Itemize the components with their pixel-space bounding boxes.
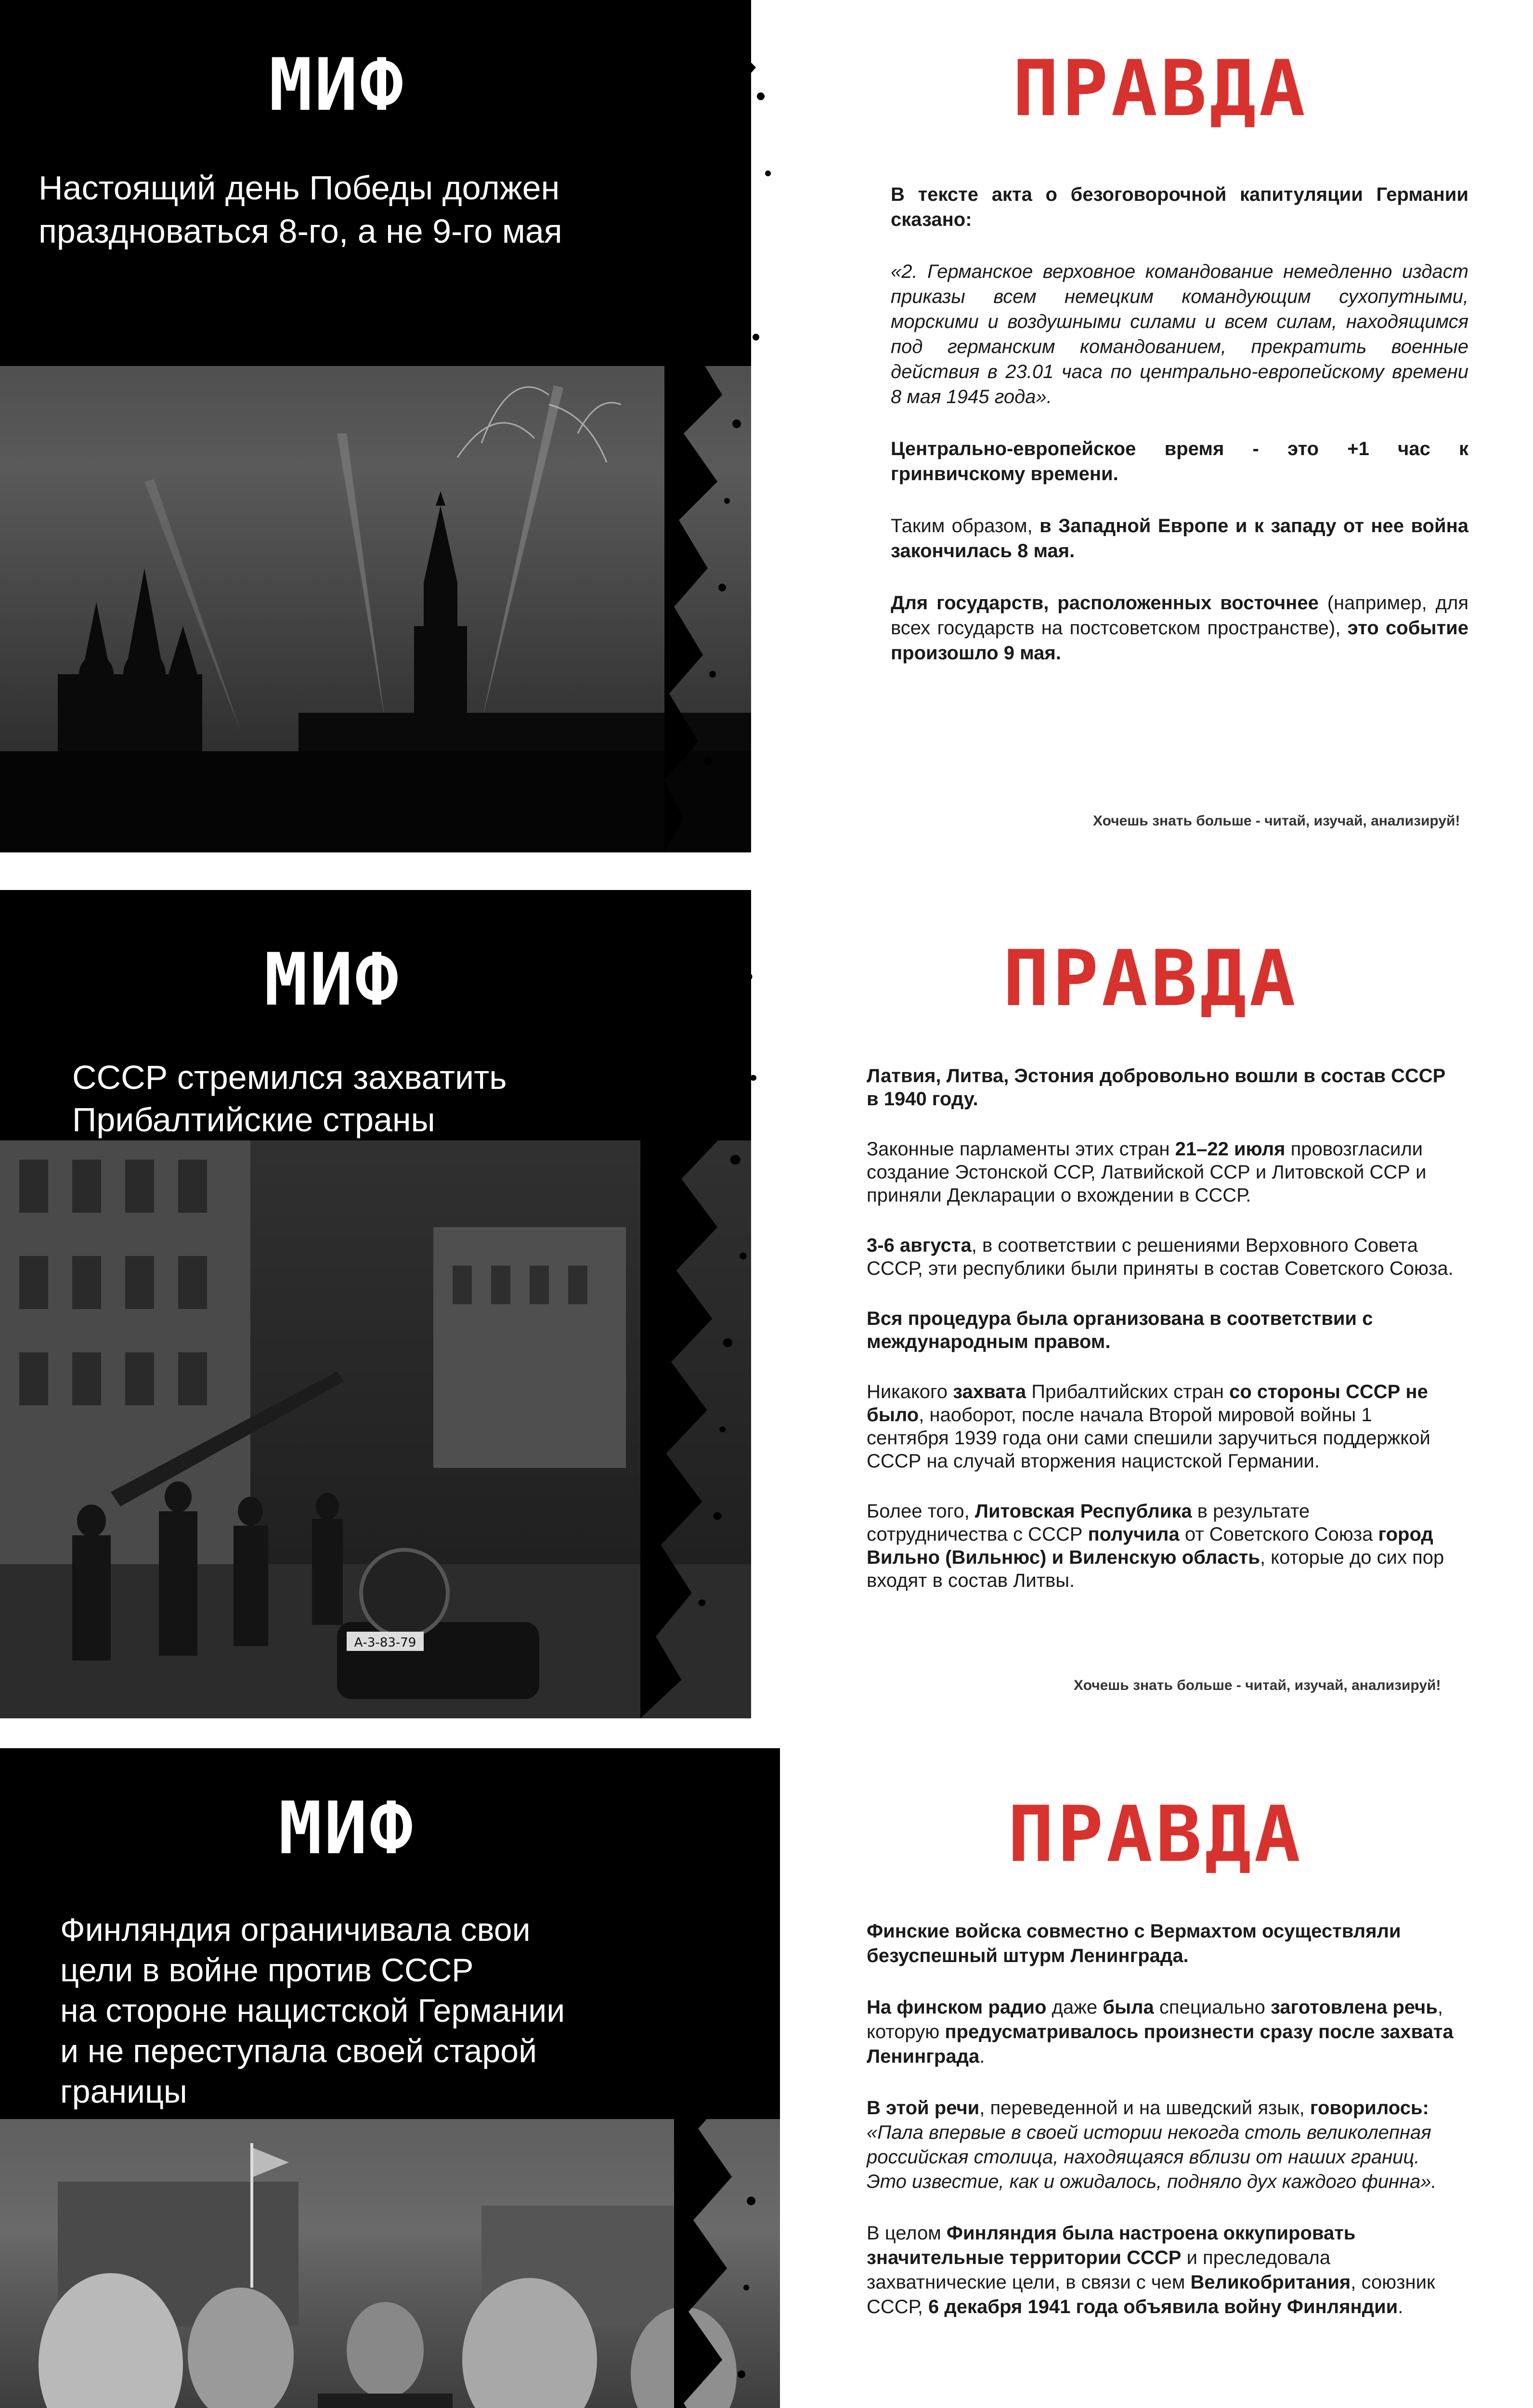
truth-heading: ПРАВДА [1013,43,1308,133]
text-bold: Финляндия была настроена оккупировать значительные территории СССР [867,2223,1356,2268]
truth-text [867,1919,1454,2346]
truth-paragraph-4 [867,1307,1454,1353]
text-bold: Центрально-европейское время - это +1 час к гринвичскому времени. [891,438,1468,484]
truth-paragraph-2 [891,259,1468,409]
text-italic: «2. Германское верховное командование немедленно издаст приказы всем немецким командующим сухопутными, морскими и воздушными силами и всем силам, находящимся под германским командованием, прекратить военные действия в 23.01 часа по центрально-европейскому времени 8 мая 1945 года». [891,261,1468,407]
text-regular: и преследовала захватнические цели, в связи с чем [867,2247,1331,2293]
truth-paragraph-2 [867,1995,1454,2069]
myth-line-2: цели в войне против СССР [60,1952,474,1989]
myth-statement [39,166,562,253]
text-regular: Законные парламенты этих стран [867,1139,1175,1160]
text-regular: В целом [867,2223,947,2244]
text-bold: получила [1088,1524,1180,1545]
brush-edge [664,0,809,852]
text-regular: , наоборот, после начала Второй мировой войны 1 сентября 1939 года они сами спешили заручиться поддержкой СССР на случай вторжения нацистской Германии. [867,1404,1430,1472]
truth-paragraph-3 [891,436,1468,486]
text-regular: Более того, [867,1501,975,1522]
license-plate: А-3-83-79 [354,1636,416,1650]
text-bold: 3-6 августа [867,1235,972,1256]
text-bold: это событие произошло 9 мая. [891,617,1468,664]
myth-line-1: Настоящий день Победы должен [39,169,560,207]
text-regular: , переведенной и на шведский язык, [979,2097,1310,2119]
brush-edge [640,890,794,1718]
text-regular: от Советского Союза [1179,1524,1378,1545]
text-regular: . [1398,2296,1403,2317]
text-bold: 21–22 июля [1175,1139,1286,1160]
text-bold: На финском радио [867,1997,1047,2018]
truth-paragraph-5 [891,590,1468,666]
text-regular: (например, для всех государств на постсоветском пространстве), [891,592,1468,639]
myth-line-3: на стороне нацистской Германии [60,1992,565,2029]
text-bold: город Вильно (Вильнюс) и Виленскую область [867,1524,1433,1568]
truth-heading: ПРАВДА [1003,933,1299,1023]
text-bold: В этой речи [867,2097,980,2119]
text-bold: говорилось: [1310,2097,1429,2119]
text-bold: предусматривалось произнести сразу после захвата Ленинграда [867,2021,1454,2067]
brush-edge [674,1748,818,2408]
myth-line-4: и не переступала своей старой [60,2033,537,2069]
text-bold: захвата [953,1381,1026,1402]
slide-finland [0,1748,1533,2408]
text-regular: , которые до сих пор входят в состав Литвы. [867,1547,1444,1591]
myth-heading: МИФ [278,1787,415,1871]
truth-paragraph-5 [867,1380,1454,1473]
text-bold: в Западной Европе и к западу от нее война закончилась 8 мая. [891,515,1468,562]
text-regular: даже [1046,1997,1103,2018]
truth-paragraph-4 [891,513,1468,563]
truth-paragraph-3 [867,2096,1454,2194]
text-regular: , союзник СССР, [867,2272,1435,2317]
text-regular: Таким образом, [891,515,1040,537]
truth-paragraph-6 [867,1500,1454,1592]
text-bold: со стороны СССР не было [867,1381,1428,1426]
text-regular: , в соответствии с решениями Верховного Совета СССР, эти республики были приняты в состав Советского Союза. [867,1235,1454,1279]
myth-line-2: Прибалтийские страны [72,1101,435,1139]
truth-paragraph-1 [891,182,1468,232]
text-bold: 6 декабря 1941 года объявила войну Финляндии [928,2296,1398,2317]
myth-line-1: СССР стремился захватить [72,1059,507,1096]
myth-heading: МИФ [269,43,405,127]
myth-heading: МИФ [264,938,401,1022]
text-regular: специально [1154,1997,1271,2018]
truth-paragraph-4 [867,2221,1454,2319]
truth-paragraph-1 [867,1064,1454,1111]
text-regular: Прибалтийских стран [1026,1381,1230,1402]
text-bold: была [1103,1997,1154,2018]
truth-paragraph-1 [867,1919,1454,1968]
truth-text [891,182,1468,693]
myth-line-1: Финляндия ограничивала свои [60,1911,531,1948]
footer-slogan: Хочешь знать больше - читай, изучай, анализируй! [1093,813,1460,829]
text-bold: Литовская Республика [974,1501,1192,1522]
text-bold: Для государств, расположенных восточнее [891,592,1319,614]
truth-paragraph-3 [867,1234,1454,1280]
slide-baltic [0,890,1533,1718]
myth-statement [60,1910,565,2112]
text-bold: В тексте акта о безоговорочной капитуляции Германии сказано: [891,184,1468,230]
text-bold: заготовлена речь [1270,1997,1438,2018]
text-bold: Великобритания [1190,2272,1351,2293]
text-italic: «Пала впервые в своей истории некогда столь великолепная российская столица, находящаяся вблизи от наших границ. Это известие, как и ожидалось, подняло дух каждого финна». [867,2122,1437,2192]
myth-panel [0,0,751,852]
myth-line-5: границы [60,2073,187,2110]
myth-panel [0,1748,780,2408]
truth-text [867,1064,1454,1619]
truth-heading: ПРАВДА [1008,1789,1303,1879]
text-regular: Никакого [867,1381,953,1402]
text-regular: провозгласили создание Эстонской ССР, Латвийской ССР и Литовской ССР и приняли Декларации о вхождении в СССР. [867,1139,1427,1206]
text-regular: , которую [867,1997,1443,2042]
myth-panel [0,890,751,1718]
text-bold: Вся процедура была организована в соответствии с международным правом. [867,1308,1373,1352]
myth-line-2: праздноваться 8-го, а не 9-го мая [39,212,562,250]
slide-victory-day [0,0,1533,852]
truth-paragraph-2 [867,1138,1454,1207]
myth-statement [72,1056,507,1141]
footer-slogan: Хочешь знать больше - читай, изучай, анализируй! [1074,1677,1441,1693]
text-regular: . [979,2046,985,2067]
text-bold: Латвия, Литва, Эстония добровольно вошли в состав СССР в 1940 году. [867,1065,1446,1110]
text-bold: Финские войска совместно с Вермахтом осуществляли безуспешный штурм Ленинграда. [867,1921,1401,1966]
text-regular: в результате сотрудничества с СССР [867,1501,1310,1545]
